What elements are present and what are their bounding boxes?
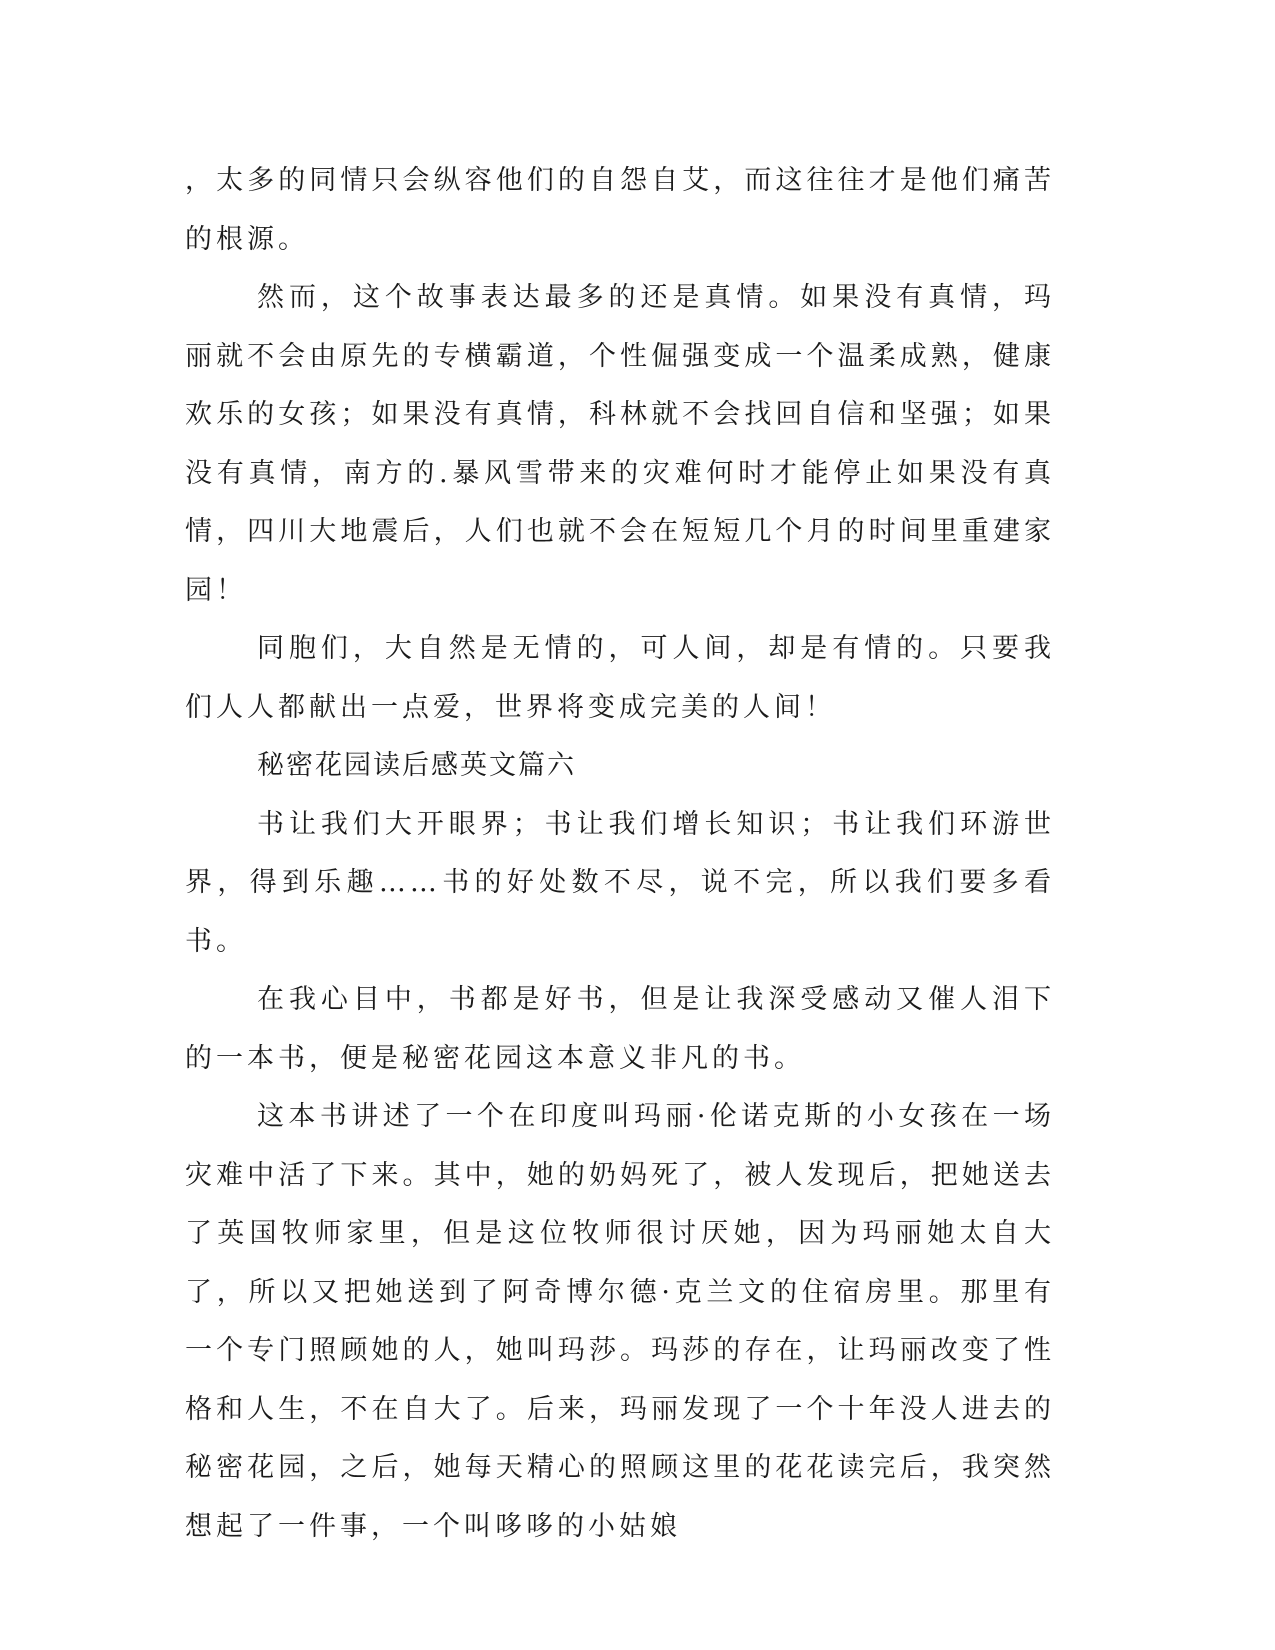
section-heading: 秘密花园读后感英文篇六 bbox=[257, 750, 576, 781]
paragraph-favorite-book: 在我心目中，书都是好书，但是让我深受感动又催人泪下的一本书，便是秘密花园这本意义非凡的书。 bbox=[185, 984, 1055, 1074]
paragraph-continuation: ，太多的同情只会纵容他们的自怨自艾，而这往往才是他们痛苦的根源。 bbox=[185, 165, 1055, 255]
paragraph-true-feelings: 然而，这个故事表达最多的还是真情。如果没有真情，玛丽就不会由原先的专横霸道，个性倔强变成一个温柔成熟，健康欢乐的女孩；如果没有真情，科林就不会找回自信和坚强；如果没有真情，南方的.暴风雪带来的灾难何时才能停止如果没有真情，四川大地震后，人们也就不会在短短几个月的时间里重建家园！ bbox=[185, 282, 1055, 606]
document-body bbox=[185, 152, 1055, 1556]
paragraph-compatriots: 同胞们，大自然是无情的，可人间，却是有情的。只要我们人人都献出一点爱，世界将变成完美的人间！ bbox=[185, 633, 1055, 723]
paragraph-story-summary: 这本书讲述了一个在印度叫玛丽·伦诺克斯的小女孩在一场灾难中活了下来。其中，她的奶妈死了，被人发现后，把她送去了英国牧师家里，但是这位牧师很讨厌她，因为玛丽她太自大了，所以又把她送到了阿奇博尔德·克兰文的住宿房里。那里有一个专门照顾她的人，她叫玛莎。玛莎的存在，让玛丽改变了性格和人生，不在自大了。后来，玛丽发现了一个十年没人进去的秘密花园，之后，她每天精心的照顾这里的花花读完后，我突然想起了一件事，一个叫哆哆的小姑娘 bbox=[185, 1101, 1055, 1542]
paragraph-books-benefits: 书让我们大开眼界；书让我们增长知识；书让我们环游世界，得到乐趣……书的好处数不尽，说不完，所以我们要多看书。 bbox=[185, 808, 1055, 957]
